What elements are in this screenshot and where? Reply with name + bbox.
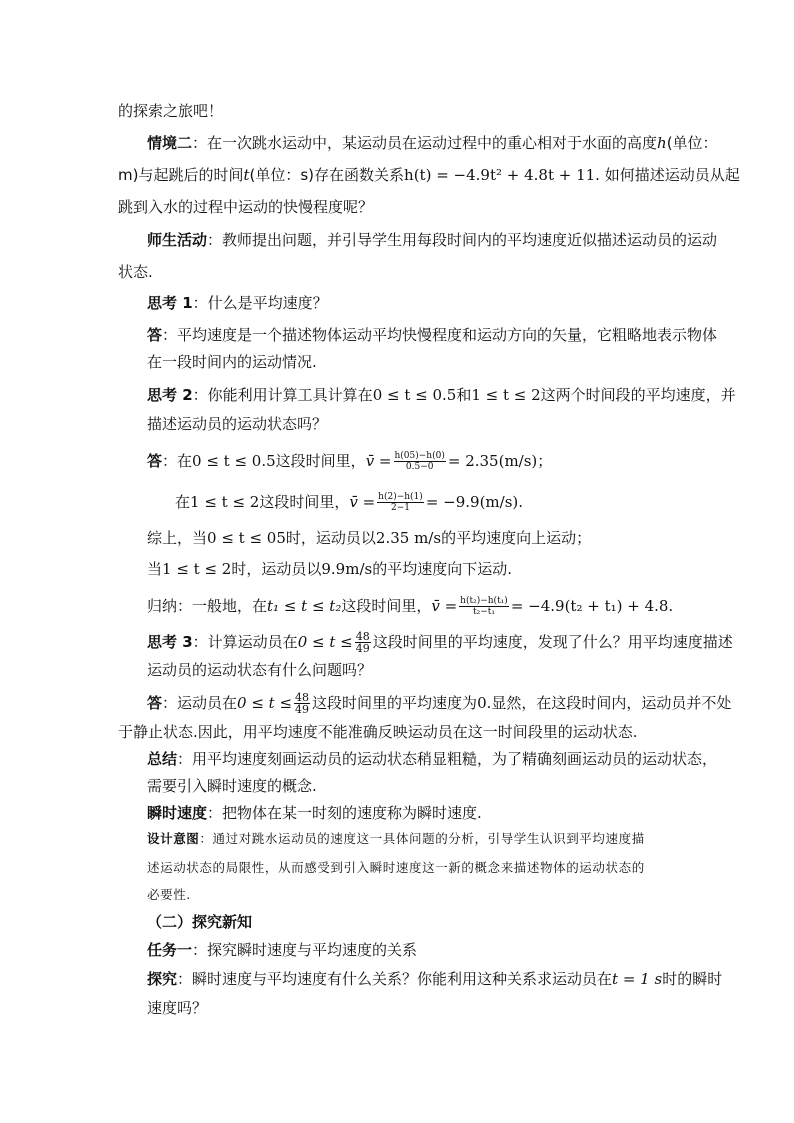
math-var: h (657, 134, 667, 152)
text: ：用平均速度刻画运动员的运动状态稍显粗糙，为了精确刻画运动员的运动状态， (177, 750, 718, 768)
math-inequality: 1 ≤ t ≤ 2 (162, 560, 232, 578)
math-value: 2.35 m/s (375, 529, 442, 547)
text: 综上，当 (147, 529, 208, 547)
answer-3 (147, 692, 731, 715)
text-line (118, 722, 638, 742)
fraction-numerator: h(t₂)−h(t₁) (460, 596, 508, 606)
question-1 (147, 293, 328, 313)
text: ：把物体在某一时刻的速度称为瞬时速度. (207, 804, 482, 822)
question-label: 思考 2 (147, 386, 193, 404)
text-line (147, 414, 327, 434)
text: 状态. (118, 263, 153, 281)
activity-line (147, 230, 717, 250)
text-line (147, 885, 191, 905)
text-line (118, 197, 373, 217)
question-label: 思考 1 (147, 294, 193, 312)
question-3 (147, 631, 733, 654)
answer-label: 答 (147, 326, 163, 344)
text: 的探索之旅吧！ (118, 102, 224, 120)
text-line (118, 165, 740, 185)
math-var: t (243, 166, 250, 184)
text: 这段时间里， (275, 452, 366, 470)
math-value: 9.9m/s (321, 560, 373, 578)
answer-2-line-2 (175, 492, 523, 513)
answer-2-line-1 (147, 451, 552, 472)
text: 时，运动员以 (231, 560, 322, 578)
height-function-formula: h(t) = −4.9t² + 4.8t + 11 (404, 166, 596, 184)
text: 的平均速度向下运动. (372, 560, 512, 578)
text-line (147, 858, 645, 878)
fraction (377, 492, 424, 513)
text-line (118, 262, 153, 282)
text: 速度吗？ (147, 999, 208, 1017)
math-inequality: 0 ≤ t ≤ 0.5 (192, 452, 276, 470)
scenario-label: 情境二 (147, 134, 193, 152)
text: 于静止状态.因此，用平均速度不能准确反映运动员在这一时间段里的运动状态. (118, 723, 638, 741)
text: 在一段时间内的运动情况. (147, 353, 317, 371)
math-value: t = 1 s (612, 970, 663, 988)
math-result: = −9.9(m/s). (425, 493, 524, 511)
fraction-denominator: 2−1 (390, 503, 410, 513)
text: 述运动状态的局限性，从而感受到引入瞬时速度这一新的概念来描述物体的运动状态的 (147, 860, 645, 875)
fraction (355, 631, 371, 654)
average-velocity-symbol: v̄ = (365, 452, 392, 470)
text: (单位：s)存在函数关系 (249, 166, 405, 184)
text-line (118, 101, 223, 121)
fraction-numerator: 48 (355, 630, 370, 643)
induction-line (147, 596, 673, 617)
text: ：探究瞬时速度与平均速度的关系 (192, 941, 418, 959)
math-value: 0 (477, 694, 487, 712)
text: (单位： (666, 134, 718, 152)
text-line (147, 352, 317, 372)
text: ：在一次跳水运动中，某运动员在运动过程中的重心相对于水面的高度 (192, 134, 658, 152)
text-line (147, 998, 207, 1018)
text: 这段时间里， (259, 493, 350, 511)
text: .显然，在这段时间内，运动员并不处 (486, 694, 732, 712)
math-result: = 2.35(m/s) (447, 452, 538, 470)
text: 时，运动员以 (285, 529, 376, 547)
question-2 (147, 385, 736, 405)
text: 需要引入瞬时速度的概念. (147, 777, 317, 795)
text: 的平均速度向上运动； (441, 529, 592, 547)
fraction-numerator: h(05)−h(0) (394, 451, 445, 461)
text: ：平均速度是一个描述物体运动平均快慢程度和运动方向的矢量，它粗略地表示物体 (162, 326, 718, 344)
question-label: 思考 3 (147, 633, 193, 651)
conclusion-label: 总结 (147, 750, 178, 768)
fraction-denominator: 0.5−0 (405, 462, 434, 472)
math-inequality: 0 ≤ t ≤ 05 (207, 529, 286, 547)
text: ：瞬时速度与平均速度有什么关系？你能利用这种关系求运动员在 (177, 970, 613, 988)
text: 这两个时间段的平均速度，并 (540, 386, 736, 404)
definition-label: 瞬时速度 (147, 804, 208, 822)
text: ； (537, 452, 553, 470)
design-intent-label: 设计意图 (147, 831, 200, 846)
fraction-numerator: 48 (295, 691, 310, 704)
summary-line-1 (147, 528, 591, 548)
fraction (459, 596, 509, 617)
text: 描述运动员的运动状态吗？ (147, 415, 328, 433)
conclusion (147, 749, 717, 769)
text: . 如何描述运动员从起 (595, 166, 740, 184)
text-line (147, 776, 317, 796)
text: ：教师提出问题，并引导学生用每段时间内的平均速度近似描述运动员的运动 (207, 231, 718, 249)
text: 时的瞬时 (662, 970, 723, 988)
text: ：在 (162, 452, 193, 470)
text: ：通过对跳水运动员的速度这一具体问题的分析，引导学生认识到平均速度描 (199, 831, 645, 846)
text: 在 (175, 493, 191, 511)
text: m)与起跳后的时间 (118, 166, 244, 184)
text: ：计算运动员在 (192, 633, 298, 651)
fraction-denominator: 49 (355, 642, 370, 655)
task-line (147, 940, 417, 960)
text: 当 (147, 560, 163, 578)
section-title: （二）探究新知 (147, 913, 253, 931)
math-inequality: 1 ≤ t ≤ 2 (471, 386, 541, 404)
explore-label: 探究 (147, 970, 178, 988)
text: ：你能利用计算工具计算在 (192, 386, 373, 404)
text: 这段时间里， (341, 597, 432, 615)
text: ：什么是平均速度？ (192, 294, 328, 312)
text-line (147, 660, 372, 680)
text: 和 (456, 386, 472, 404)
fraction (294, 692, 310, 715)
text: ：运动员在 (162, 694, 238, 712)
section-heading (147, 912, 252, 932)
text: 运动员的运动状态有什么问题吗？ (147, 661, 373, 679)
explore-line (147, 969, 722, 989)
average-velocity-symbol: v̄ = (431, 597, 458, 615)
math-inequality: t₁ ≤ t ≤ t₂ (267, 597, 342, 615)
fraction-denominator: t₂−t₁ (472, 607, 495, 617)
average-velocity-symbol: v̄ = (349, 493, 376, 511)
answer-label: 答 (147, 452, 163, 470)
answer-label: 答 (147, 694, 163, 712)
task-label: 任务一 (147, 941, 193, 959)
math-inequality: 0 ≤ t ≤ 0.5 (372, 386, 457, 404)
scenario-line (147, 133, 718, 153)
math-inequality: 1 ≤ t ≤ 2 (190, 493, 260, 511)
fraction (394, 451, 446, 472)
fraction-numerator: h(2)−h(1) (378, 492, 423, 502)
fraction-denominator: 49 (295, 703, 310, 716)
math-inequality: 0 ≤ t ≤ (297, 633, 353, 651)
summary-line-2 (147, 559, 512, 579)
activity-label: 师生活动 (147, 231, 208, 249)
text: 归纳：一般地，在 (147, 597, 268, 615)
math-inequality: 0 ≤ t ≤ (237, 694, 293, 712)
math-result: = −4.9(t₂ + t₁) + 4.8. (510, 597, 674, 615)
definition (147, 803, 482, 823)
text: 必要性. (147, 887, 191, 902)
text: 跳到入水的过程中运动的快慢程度呢？ (118, 198, 374, 216)
design-intent (147, 829, 645, 849)
text: 这段时间里的平均速度为 (312, 694, 478, 712)
answer-1 (147, 325, 717, 345)
text: 这段时间里的平均速度，发现了什么？用平均速度描述 (372, 633, 733, 651)
